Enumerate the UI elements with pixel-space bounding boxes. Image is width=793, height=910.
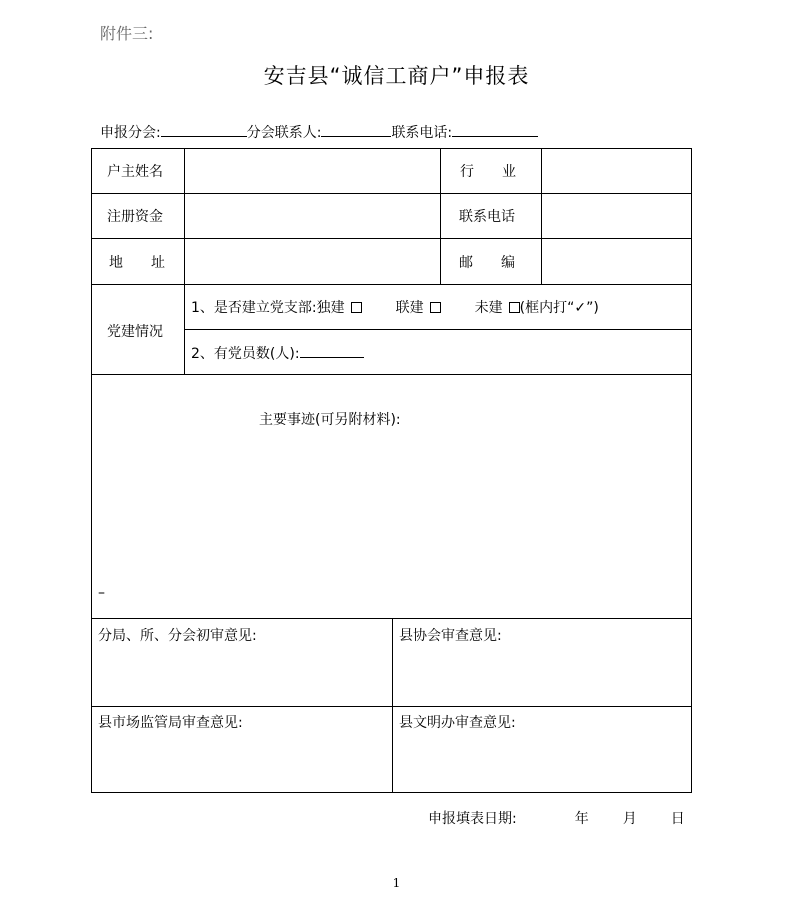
owner-name-label: 户主姓名 [107, 164, 163, 180]
capital-field[interactable] [185, 194, 440, 238]
contact-phone-field[interactable] [542, 194, 691, 238]
deeds-mark: – [98, 585, 105, 601]
branch-field[interactable] [161, 122, 247, 137]
option-none-label: 未建 [474, 300, 503, 316]
day-label: 日 [670, 811, 685, 827]
branch-opinion-label: 分局、所、分会初审意见: [98, 628, 257, 644]
contact-label: 分会联系人: [246, 125, 322, 141]
header-line [100, 122, 538, 142]
attachment-label: 附件三: [100, 24, 154, 43]
year-label: 年 [574, 811, 589, 827]
month-label: 月 [622, 811, 637, 827]
industry-field[interactable] [542, 150, 691, 193]
column-divider [440, 149, 441, 284]
phone-field[interactable] [452, 122, 538, 137]
page-number: 1 [392, 876, 401, 890]
party-branch-question-text: 1、是否建立党支部: [191, 300, 317, 316]
column-divider [392, 618, 393, 792]
row-divider [92, 284, 691, 285]
contact-phone-label: 联系电话 [459, 209, 515, 225]
option-independent-checkbox[interactable] [351, 302, 362, 313]
option-none-checkbox[interactable] [509, 302, 520, 313]
postcode-label: 邮 编 [459, 255, 515, 271]
party-building-label: 党建情况 [107, 324, 163, 340]
county-association-opinion-label: 县协会审查意见: [399, 628, 502, 644]
postcode-field[interactable] [542, 239, 691, 284]
market-bureau-opinion-label: 县市场监管局审查意见: [98, 715, 243, 731]
capital-label: 注册资金 [107, 209, 163, 225]
industry-label: 行 业 [460, 164, 516, 180]
party-members-question [191, 343, 364, 363]
address-label: 地 址 [109, 255, 165, 271]
option-joint-label: 联建 [395, 300, 424, 316]
fill-date-line [428, 808, 685, 828]
party-branch-question [191, 297, 599, 317]
application-form-table [91, 148, 692, 793]
option-independent-label: 独建 [316, 300, 345, 316]
fill-date-label: 申报填表日期: [428, 811, 517, 827]
party-members-field[interactable] [300, 343, 364, 358]
owner-name-field[interactable] [185, 150, 440, 193]
main-deeds-label: 主要事迹(可另附材料): [259, 412, 401, 428]
party-members-question-text: 2、有党员数(人): [191, 346, 300, 362]
civilization-office-opinion-label: 县文明办审查意见: [399, 715, 516, 731]
branch-label: 申报分会: [100, 125, 161, 141]
contact-field[interactable] [321, 122, 391, 137]
option-joint-checkbox[interactable] [430, 302, 441, 313]
phone-label: 联系电话: [391, 125, 453, 141]
row-divider [92, 374, 691, 375]
tick-hint: (框内打“✓”) [519, 300, 599, 316]
row-divider [185, 329, 691, 330]
page-title: 安吉县“诚信工商户”申报表 [263, 64, 530, 88]
address-field[interactable] [185, 239, 440, 284]
